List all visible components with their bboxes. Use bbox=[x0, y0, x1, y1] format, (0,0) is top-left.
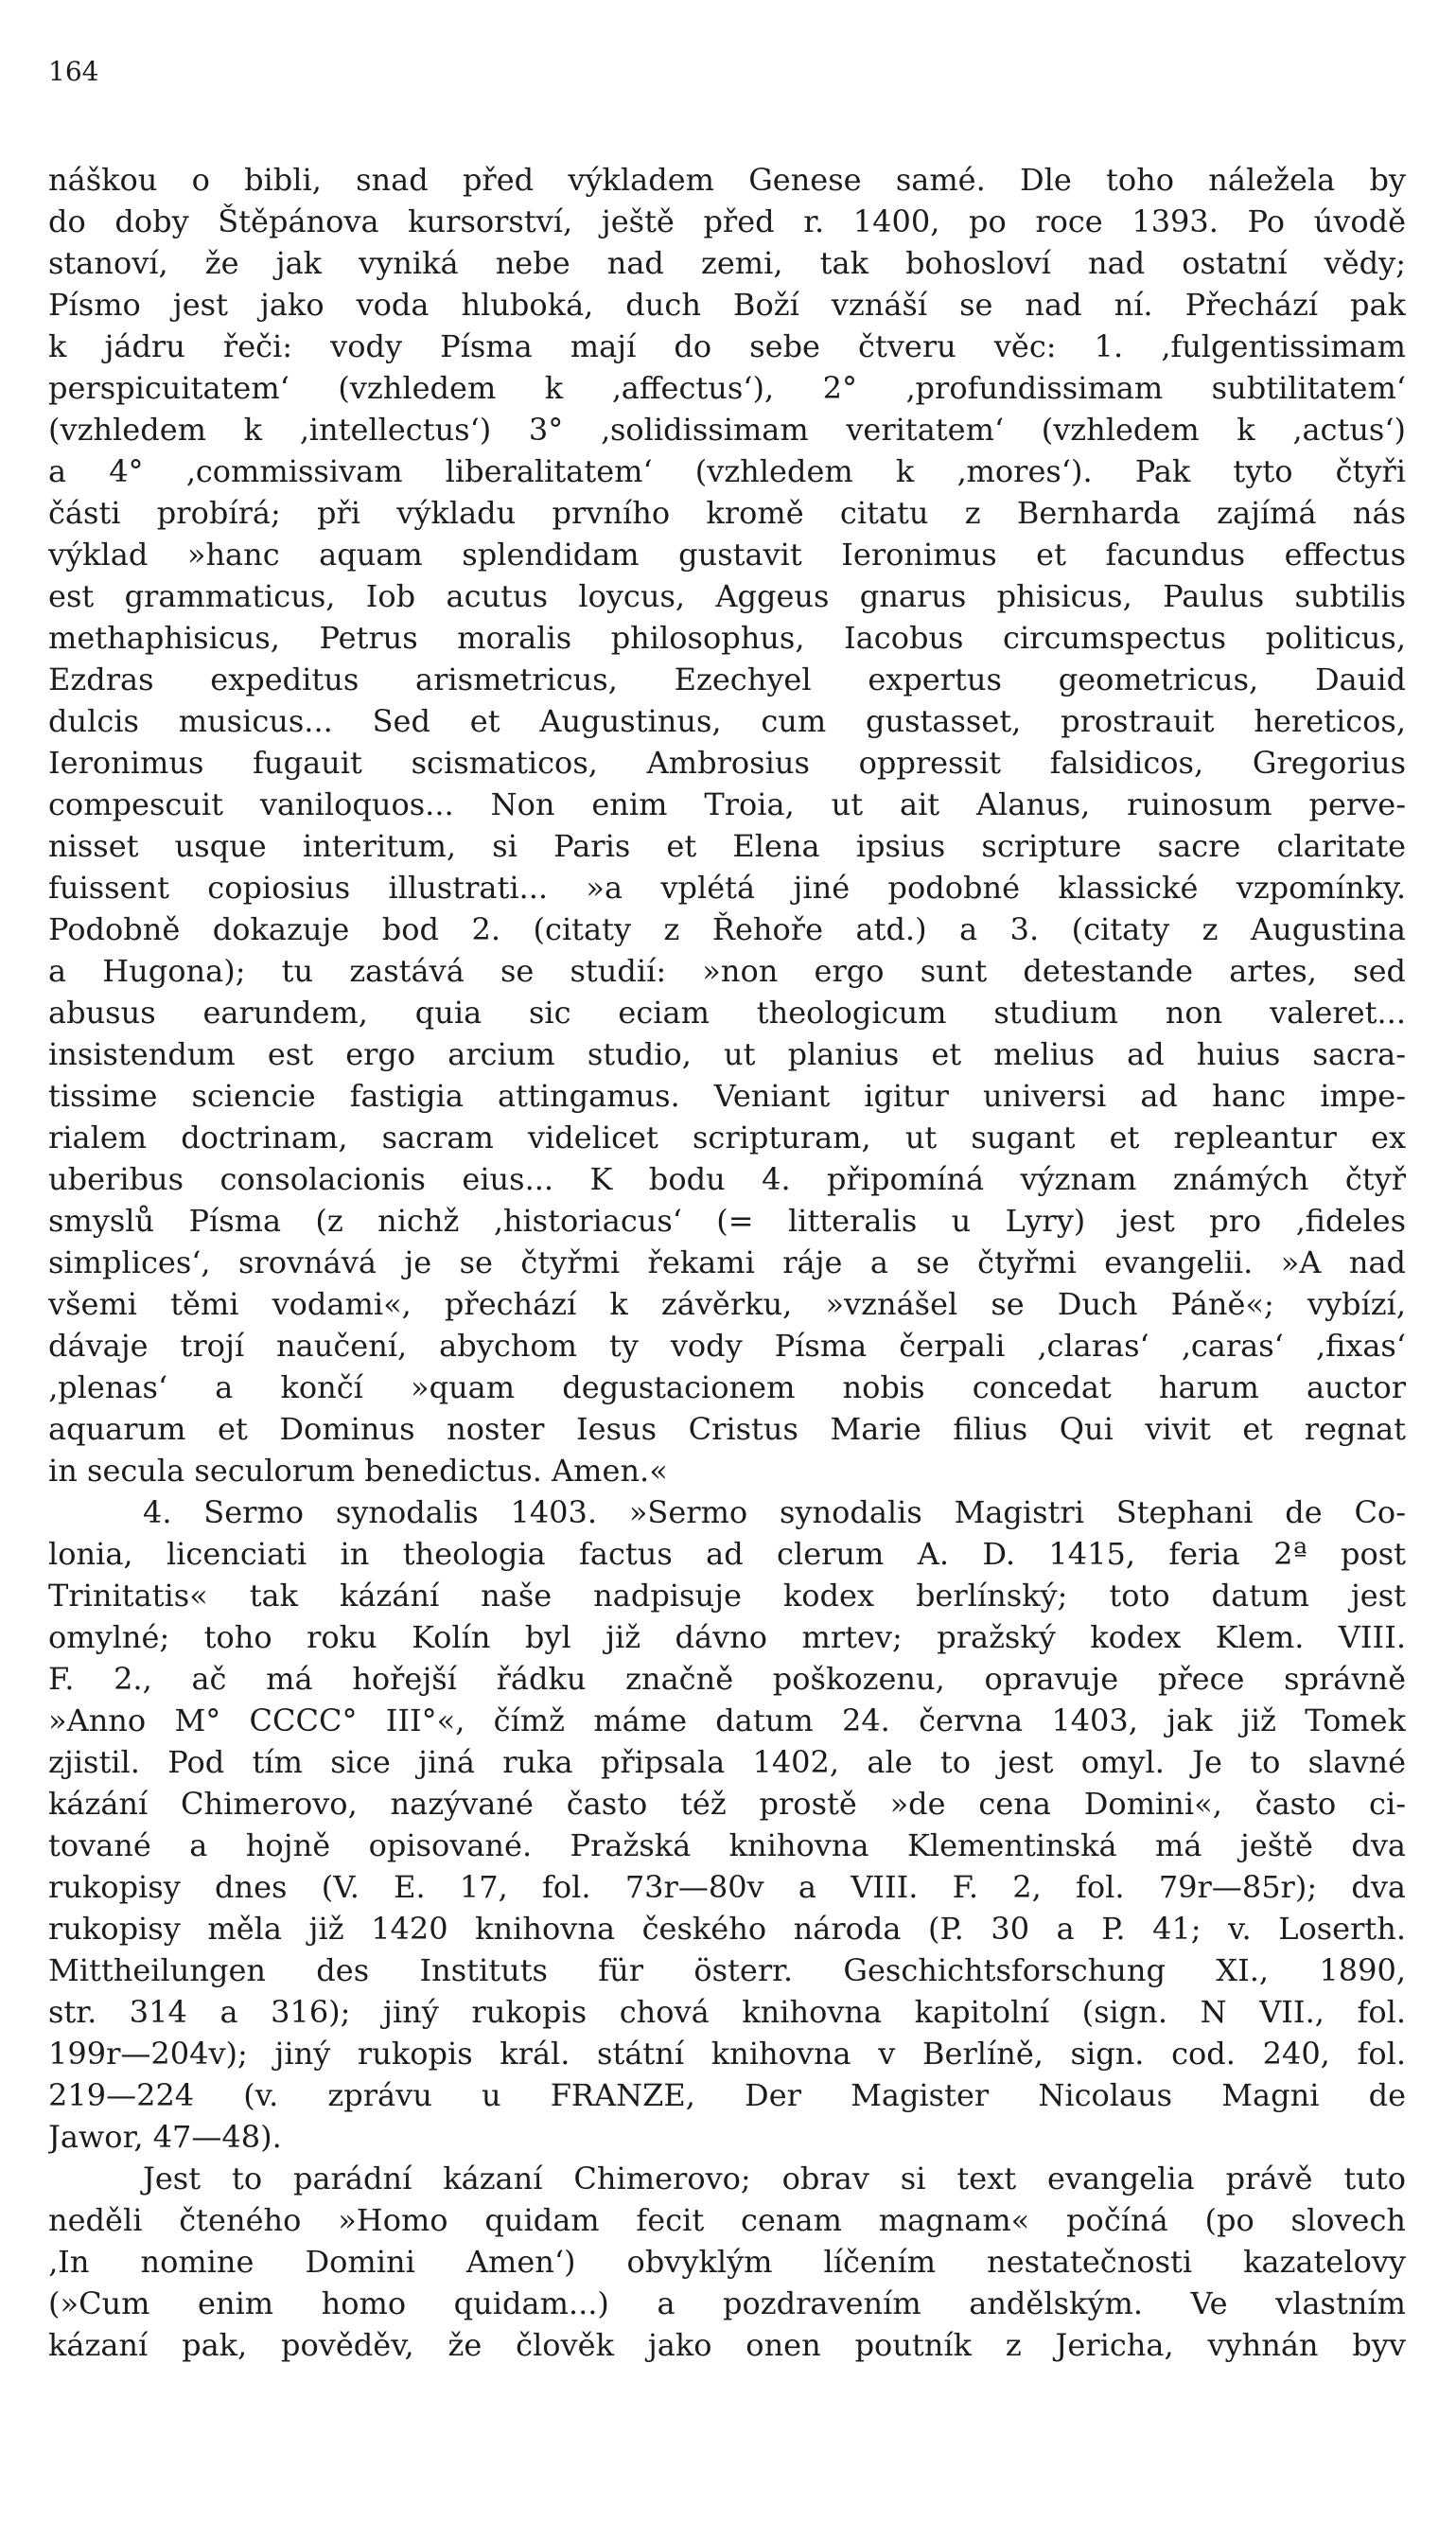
text-line: ‚In nomine Domini Amen‘) obvyklým líčením nestatečnosti kazatelovy bbox=[48, 2244, 1406, 2280]
text-line: Jest to parádní kázaní Chimerovo; obrav si text evangelia právě tuto bbox=[143, 2161, 1406, 2196]
text-line: uberibus consolacionis eius... K bodu 4. připomíná význam známých čtyř bbox=[48, 1161, 1406, 1197]
text-line: perspicuitatem‘ (vzhledem k ‚affectus‘), 2° ‚profundissimam subtilitatem‘ bbox=[48, 370, 1406, 406]
text-line: 219—224 (v. zprávu u FRANZE, Der Magister Nicolaus Magni de bbox=[48, 2077, 1406, 2113]
text-line: fuissent copiosius illustrati... »a vplétá jiné podobné klassické vzpomínky. bbox=[48, 870, 1406, 906]
text-line: dulcis musicus... Sed et Augustinus, cum gustasset, prostrauit hereticos, bbox=[48, 703, 1406, 739]
text-line: a 4° ‚commissivam liberalitatem‘ (vzhledem k ‚mores‘). Pak tyto čtyři bbox=[48, 453, 1406, 489]
text-line: 4. Sermo synodalis 1403. »Sermo synodalis Magistri Stephani de Co- bbox=[143, 1494, 1406, 1530]
text-line: rialem doctrinam, sacram videlicet scripturam, ut sugant et repleantur ex bbox=[48, 1120, 1406, 1155]
text-line: tované a hojně opisované. Pražská knihovna Klementinská má ještě dva bbox=[48, 1827, 1406, 1863]
text-line: est grammaticus, Iob acutus loycus, Aggeus gnarus phisicus, Paulus subtilis bbox=[48, 578, 1406, 614]
text-line: nisset usque interitum, si Paris et Elena ipsius scripture sacre claritate bbox=[48, 828, 1406, 864]
text-line: compescuit vaniloquos... Non enim Troia, ut ait Alanus, ruinosum perve- bbox=[48, 786, 1406, 822]
text-line: náškou o bibli, snad před výkladem Genese samé. Dle toho náležela by bbox=[48, 162, 1406, 198]
text-line: (»Cum enim homo quidam...) a pozdravením andělským. Ve vlastním bbox=[48, 2285, 1406, 2321]
text-line: části probírá; při výkladu prvního kromě citatu z Bernharda zajímá nás bbox=[48, 495, 1406, 531]
text-line: (vzhledem k ‚intellectus‘) 3° ‚solidissimam veritatem‘ (vzhledem k ‚actus‘) bbox=[48, 412, 1406, 448]
text-line: do doby Štěpánova kursorství, ještě před r. 1400, po roce 1393. Po úvodě bbox=[48, 203, 1406, 239]
text-line: methaphisicus, Petrus moralis philosophus, Iacobus circumspectus politicus, bbox=[48, 620, 1406, 656]
text-line: kázání Chimerovo, nazývané často též prostě »de cena Domini«, často ci- bbox=[48, 1786, 1406, 1822]
text-line: Mittheilungen des Instituts für österr. Geschichtsforschung XI., 1890, bbox=[48, 1952, 1406, 1988]
text-line: omylné; toho roku Kolín byl již dávno mrtev; pražský kodex Klem. VIII. bbox=[48, 1619, 1406, 1655]
text-line: F. 2., ač má hořejší řádku značně poškozenu, opravuje přece správně bbox=[48, 1661, 1406, 1697]
text-line: Podobně dokazuje bod 2. (citaty z Řehoře atd.) a 3. (citaty z Augustina bbox=[48, 911, 1406, 947]
text-line: simplices‘, srovnává je se čtyřmi řekami ráje a se čtyřmi evangelii. »A nad bbox=[48, 1244, 1406, 1280]
text-line: smyslů Písma (z nichž ‚historiacus‘ (= litteralis u Lyry) jest pro ‚fideles bbox=[48, 1203, 1406, 1239]
text-line: Písmo jest jako voda hluboká, duch Boží vznáší se nad ní. Přechází pak bbox=[48, 287, 1406, 323]
text-line: lonia, licenciati in theologia factus ad clerum A. D. 1415, feria 2ª post bbox=[48, 1536, 1406, 1572]
text-line: dávaje trojí naučení, abychom ty vody Písma čerpali ‚claras‘ ‚caras‘ ‚fixas‘ bbox=[48, 1328, 1406, 1364]
text-line: insistendum est ergo arcium studio, ut planius et melius ad huius sacra- bbox=[48, 1036, 1406, 1072]
text-line: všemi těmi vodami«, přechází k závěrku, »vznášel se Duch Páně«; vybízí, bbox=[48, 1286, 1406, 1322]
text-line: zjistil. Pod tím sice jiná ruka připsala 1402, ale to jest omyl. Je to slavné bbox=[48, 1744, 1406, 1780]
text-line: neděli čteného »Homo quidam fecit cenam magnam« počíná (po slovech bbox=[48, 2202, 1406, 2238]
body-text bbox=[48, 159, 1406, 2366]
text-line: Ezdras expeditus arismetricus, Ezechyel expertus geometricus, Dauid bbox=[48, 661, 1406, 697]
text-line: a Hugona); tu zastává se studií: »non ergo sunt detestande artes, sed bbox=[48, 953, 1406, 989]
text-line: stanoví, že jak vyniká nebe nad zemi, tak bohosloví nad ostatní vědy; bbox=[48, 245, 1406, 281]
text-line: »Anno M° CCCC° III°«, čímž máme datum 24. června 1403, jak již Tomek bbox=[48, 1702, 1406, 1738]
text-line: výklad »hanc aquam splendidam gustavit Ieronimus et facundus effectus bbox=[48, 537, 1406, 573]
text-line: aquarum et Dominus noster Iesus Cristus Marie filius Qui vivit et regnat bbox=[48, 1411, 1406, 1447]
text-line: Ieronimus fugauit scismaticos, Ambrosius oppressit falsidicos, Gregorius bbox=[48, 745, 1406, 781]
text-line: rukopisy měla již 1420 knihovna českého národa (P. 30 a P. 41; v. Loserth. bbox=[48, 1911, 1406, 1947]
page-number: 164 bbox=[48, 56, 99, 87]
text-line: rukopisy dnes (V. E. 17, fol. 73r—80v a VIII. F. 2, fol. 79r—85r); dva bbox=[48, 1869, 1406, 1905]
text-line: Jawor, 47—48). bbox=[48, 2119, 282, 2155]
text-line: tissime sciencie fastigia attingamus. Veniant igitur universi ad hanc impe- bbox=[48, 1078, 1406, 1114]
text-line: abusus earundem, quia sic eciam theologicum studium non valeret... bbox=[48, 995, 1406, 1031]
text-line: ‚plenas‘ a končí »quam degustacionem nobis concedat harum auctor bbox=[48, 1369, 1406, 1405]
text-line: str. 314 a 316); jiný rukopis chová knihovna kapitolní (sign. N VII., fol. bbox=[48, 1994, 1406, 2030]
text-line: Trinitatis« tak kázání naše nadpisuje kodex berlínský; toto datum jest bbox=[48, 1578, 1406, 1614]
text-line: kázaní pak, pověděv, že člověk jako onen poutník z Jericha, vyhnán byv bbox=[48, 2327, 1406, 2363]
text-line: 199r—204v); jiný rukopis král. státní knihovna v Berlíně, sign. cod. 240, fol. bbox=[48, 2036, 1406, 2072]
text-line: k jádru řeči: vody Písma mají do sebe čtveru věc: 1. ‚fulgentissimam bbox=[48, 328, 1406, 364]
text-line: in secula seculorum benedictus. Amen.« bbox=[48, 1453, 668, 1489]
